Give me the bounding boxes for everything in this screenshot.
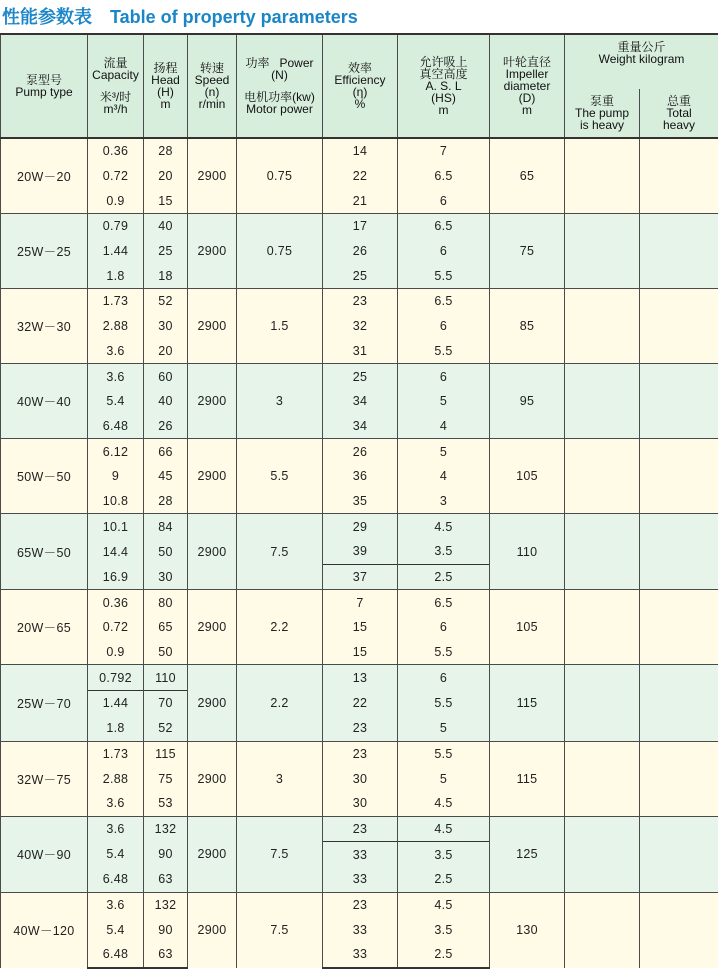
cell-speed: 2900 <box>188 514 237 590</box>
cell-pump-weight <box>565 741 640 816</box>
cell-efficiency: 33 <box>323 942 398 968</box>
cell-asl: 5.5 <box>398 741 490 766</box>
cell-efficiency: 13 <box>323 665 398 691</box>
table-row <box>1 214 718 239</box>
cell-head: 110 <box>144 665 188 691</box>
cell-asl: 5.5 <box>398 339 490 364</box>
cell-head: 50 <box>144 640 188 665</box>
cell-head: 84 <box>144 514 188 539</box>
cell-efficiency: 34 <box>323 414 398 439</box>
cell-impeller: 110 <box>490 514 565 590</box>
header-capacity: 流量 Capacity 米³/时 m³/h <box>88 34 144 138</box>
cell-capacity: 1.44 <box>88 691 144 716</box>
cell-head: 26 <box>144 414 188 439</box>
cell-efficiency: 31 <box>323 339 398 364</box>
cell-head: 132 <box>144 892 188 917</box>
cell-head: 132 <box>144 816 188 842</box>
cell-head: 52 <box>144 716 188 741</box>
cell-capacity: 6.48 <box>88 867 144 892</box>
cell-asl: 4 <box>398 414 490 439</box>
cell-power: 0.75 <box>237 138 323 214</box>
cell-capacity: 10.8 <box>88 489 144 514</box>
cell-efficiency: 23 <box>323 816 398 842</box>
cell-capacity: 3.6 <box>88 364 144 389</box>
cell-head: 25 <box>144 239 188 264</box>
cell-head: 53 <box>144 791 188 816</box>
cell-speed: 2900 <box>188 138 237 214</box>
cell-capacity: 16.9 <box>88 564 144 590</box>
cell-total-weight <box>640 514 718 590</box>
cell-asl: 5.5 <box>398 640 490 665</box>
cell-impeller: 75 <box>490 214 565 289</box>
cell-pump-weight <box>565 439 640 514</box>
cell-pump-type: 20W－20 <box>1 138 88 214</box>
cell-head: 28 <box>144 489 188 514</box>
table-row <box>1 816 718 842</box>
cell-total-weight <box>640 289 718 364</box>
cell-asl: 3.5 <box>398 842 490 867</box>
cell-efficiency: 21 <box>323 188 398 213</box>
cell-pump-type: 20W－65 <box>1 590 88 665</box>
cell-head: 65 <box>144 615 188 640</box>
cell-asl: 6 <box>398 665 490 691</box>
cell-capacity: 14.4 <box>88 539 144 564</box>
cell-head: 30 <box>144 314 188 339</box>
cell-efficiency: 37 <box>323 564 398 590</box>
header-total-weight: 总重 Total heavy <box>640 89 718 138</box>
cell-total-weight <box>640 892 718 968</box>
cell-capacity: 6.12 <box>88 439 144 464</box>
cell-pump-type: 65W－50 <box>1 514 88 590</box>
cell-pump-type: 40W－40 <box>1 364 88 439</box>
cell-asl: 6.5 <box>398 164 490 189</box>
cell-capacity: 0.36 <box>88 590 144 615</box>
cell-pump-type: 32W－30 <box>1 289 88 364</box>
cell-efficiency: 33 <box>323 842 398 867</box>
cell-capacity: 6.48 <box>88 942 144 968</box>
cell-capacity: 0.9 <box>88 640 144 665</box>
cell-efficiency: 35 <box>323 489 398 514</box>
cell-head: 20 <box>144 164 188 189</box>
cell-impeller: 105 <box>490 590 565 665</box>
cell-asl: 7 <box>398 138 490 164</box>
cell-capacity: 2.88 <box>88 314 144 339</box>
cell-capacity: 0.9 <box>88 188 144 213</box>
cell-impeller: 115 <box>490 741 565 816</box>
cell-pump-type: 40W－120 <box>1 892 88 968</box>
table-row <box>1 892 718 917</box>
title-en: Table of property parameters <box>110 7 358 27</box>
cell-head: 45 <box>144 464 188 489</box>
table-row <box>1 138 718 164</box>
cell-capacity: 2.88 <box>88 766 144 791</box>
cell-pump-weight <box>565 665 640 741</box>
cell-impeller: 85 <box>490 289 565 364</box>
cell-power: 7.5 <box>237 892 323 968</box>
cell-efficiency: 33 <box>323 917 398 942</box>
header-power: 功率 Power (N) 电机功率(kw) Motor power <box>237 34 323 138</box>
cell-head: 28 <box>144 138 188 164</box>
cell-asl: 4.5 <box>398 816 490 842</box>
cell-efficiency: 23 <box>323 741 398 766</box>
cell-efficiency: 33 <box>323 867 398 892</box>
page-title <box>2 4 358 30</box>
cell-power: 3 <box>237 364 323 439</box>
cell-total-weight <box>640 138 718 214</box>
cell-efficiency: 25 <box>323 263 398 288</box>
cell-pump-weight <box>565 289 640 364</box>
cell-efficiency: 30 <box>323 791 398 816</box>
cell-capacity: 0.72 <box>88 164 144 189</box>
cell-asl: 6 <box>398 239 490 264</box>
cell-efficiency: 32 <box>323 314 398 339</box>
cell-capacity: 3.6 <box>88 791 144 816</box>
cell-head: 60 <box>144 364 188 389</box>
cell-speed: 2900 <box>188 289 237 364</box>
cell-efficiency: 22 <box>323 691 398 716</box>
cell-head: 70 <box>144 691 188 716</box>
cell-speed: 2900 <box>188 816 237 892</box>
title-cn: 性能参数表 <box>2 7 92 27</box>
cell-efficiency: 15 <box>323 640 398 665</box>
cell-efficiency: 26 <box>323 239 398 264</box>
cell-capacity: 9 <box>88 464 144 489</box>
header-head: 扬程 Head (H) m <box>144 34 188 138</box>
header-pump-weight: 泵重 The pump is heavy <box>565 89 640 138</box>
table-row <box>1 665 718 691</box>
cell-head: 66 <box>144 439 188 464</box>
cell-efficiency: 17 <box>323 214 398 239</box>
cell-speed: 2900 <box>188 439 237 514</box>
cell-speed: 2900 <box>188 892 237 968</box>
cell-power: 7.5 <box>237 514 323 590</box>
cell-power: 5.5 <box>237 439 323 514</box>
header-asl: 允许吸上 真空高度 A. S. L (HS) m <box>398 34 490 138</box>
cell-pump-weight <box>565 364 640 439</box>
cell-head: 115 <box>144 741 188 766</box>
cell-capacity: 3.6 <box>88 816 144 842</box>
cell-efficiency: 15 <box>323 615 398 640</box>
cell-capacity: 1.73 <box>88 289 144 314</box>
cell-capacity: 5.4 <box>88 917 144 942</box>
cell-capacity: 1.8 <box>88 716 144 741</box>
cell-pump-weight <box>565 590 640 665</box>
cell-head: 40 <box>144 214 188 239</box>
cell-impeller: 95 <box>490 364 565 439</box>
cell-capacity: 6.48 <box>88 414 144 439</box>
cell-pump-type: 25W－70 <box>1 665 88 741</box>
table-header <box>1 34 718 138</box>
cell-asl: 6 <box>398 364 490 389</box>
cell-capacity: 0.36 <box>88 138 144 164</box>
cell-power: 0.75 <box>237 214 323 289</box>
header-impeller: 叶轮直径 Impeller diameter (D) m <box>490 34 565 138</box>
cell-asl: 5.5 <box>398 691 490 716</box>
table-row <box>1 364 718 389</box>
cell-asl: 6.5 <box>398 289 490 314</box>
cell-efficiency: 29 <box>323 514 398 539</box>
cell-efficiency: 23 <box>323 892 398 917</box>
table-body <box>1 138 718 968</box>
cell-pump-weight <box>565 892 640 968</box>
cell-head: 50 <box>144 539 188 564</box>
table-row <box>1 289 718 314</box>
cell-pump-weight <box>565 514 640 590</box>
cell-head: 90 <box>144 917 188 942</box>
cell-total-weight <box>640 741 718 816</box>
cell-capacity: 1.8 <box>88 263 144 288</box>
cell-capacity: 3.6 <box>88 892 144 917</box>
cell-efficiency: 30 <box>323 766 398 791</box>
cell-capacity: 0.79 <box>88 214 144 239</box>
cell-power: 3 <box>237 741 323 816</box>
cell-speed: 2900 <box>188 665 237 741</box>
table-row <box>1 439 718 464</box>
cell-speed: 2900 <box>188 364 237 439</box>
table-row <box>1 741 718 766</box>
cell-asl: 4.5 <box>398 892 490 917</box>
cell-asl: 2.5 <box>398 564 490 590</box>
cell-pump-type: 50W－50 <box>1 439 88 514</box>
cell-total-weight <box>640 816 718 892</box>
cell-asl: 5 <box>398 766 490 791</box>
table-row <box>1 514 718 539</box>
header-efficiency: 效率 Efficiency (η) % <box>323 34 398 138</box>
cell-power: 2.2 <box>237 665 323 741</box>
cell-capacity: 0.792 <box>88 665 144 691</box>
header-pump-type: 泵型号 Pump type <box>1 34 88 138</box>
cell-asl: 4.5 <box>398 514 490 539</box>
cell-capacity: 0.72 <box>88 615 144 640</box>
cell-efficiency: 23 <box>323 289 398 314</box>
cell-efficiency: 7 <box>323 590 398 615</box>
cell-capacity: 10.1 <box>88 514 144 539</box>
cell-asl: 3.5 <box>398 539 490 564</box>
cell-speed: 2900 <box>188 741 237 816</box>
cell-efficiency: 22 <box>323 164 398 189</box>
header-weight: 重量公斤 Weight kilogram <box>565 34 718 89</box>
cell-asl: 5.5 <box>398 263 490 288</box>
cell-capacity: 5.4 <box>88 842 144 867</box>
cell-head: 80 <box>144 590 188 615</box>
cell-capacity: 1.44 <box>88 239 144 264</box>
cell-asl: 5 <box>398 439 490 464</box>
cell-pump-type: 32W－75 <box>1 741 88 816</box>
cell-head: 63 <box>144 942 188 968</box>
cell-asl: 6.5 <box>398 214 490 239</box>
cell-asl: 6.5 <box>398 590 490 615</box>
cell-speed: 2900 <box>188 590 237 665</box>
cell-efficiency: 14 <box>323 138 398 164</box>
cell-impeller: 115 <box>490 665 565 741</box>
cell-capacity: 5.4 <box>88 389 144 414</box>
cell-head: 75 <box>144 766 188 791</box>
cell-asl: 4 <box>398 464 490 489</box>
table-row <box>1 590 718 615</box>
cell-asl: 2.5 <box>398 867 490 892</box>
cell-efficiency: 26 <box>323 439 398 464</box>
cell-efficiency: 34 <box>323 389 398 414</box>
cell-head: 52 <box>144 289 188 314</box>
cell-asl: 2.5 <box>398 942 490 968</box>
cell-total-weight <box>640 214 718 289</box>
cell-pump-weight <box>565 214 640 289</box>
cell-speed: 2900 <box>188 214 237 289</box>
cell-capacity: 1.73 <box>88 741 144 766</box>
cell-power: 2.2 <box>237 590 323 665</box>
cell-head: 90 <box>144 842 188 867</box>
cell-efficiency: 39 <box>323 539 398 564</box>
cell-impeller: 65 <box>490 138 565 214</box>
cell-power: 7.5 <box>237 816 323 892</box>
cell-efficiency: 36 <box>323 464 398 489</box>
cell-efficiency: 25 <box>323 364 398 389</box>
cell-head: 18 <box>144 263 188 288</box>
cell-total-weight <box>640 590 718 665</box>
cell-total-weight <box>640 439 718 514</box>
cell-head: 30 <box>144 564 188 590</box>
cell-impeller: 130 <box>490 892 565 968</box>
cell-asl: 3.5 <box>398 917 490 942</box>
header-speed: 转速 Speed (n) r/min <box>188 34 237 138</box>
cell-total-weight <box>640 364 718 439</box>
cell-pump-type: 25W－25 <box>1 214 88 289</box>
cell-impeller: 105 <box>490 439 565 514</box>
cell-asl: 3 <box>398 489 490 514</box>
cell-impeller: 125 <box>490 816 565 892</box>
cell-capacity: 3.6 <box>88 339 144 364</box>
cell-head: 63 <box>144 867 188 892</box>
cell-asl: 6 <box>398 615 490 640</box>
cell-head: 40 <box>144 389 188 414</box>
cell-pump-weight <box>565 138 640 214</box>
cell-power: 1.5 <box>237 289 323 364</box>
cell-asl: 6 <box>398 314 490 339</box>
cell-asl: 4.5 <box>398 791 490 816</box>
cell-total-weight <box>640 665 718 741</box>
cell-head: 20 <box>144 339 188 364</box>
cell-asl: 6 <box>398 188 490 213</box>
cell-asl: 5 <box>398 716 490 741</box>
property-table <box>0 33 718 969</box>
cell-pump-weight <box>565 816 640 892</box>
cell-head: 15 <box>144 188 188 213</box>
cell-asl: 5 <box>398 389 490 414</box>
cell-pump-type: 40W－90 <box>1 816 88 892</box>
cell-efficiency: 23 <box>323 716 398 741</box>
